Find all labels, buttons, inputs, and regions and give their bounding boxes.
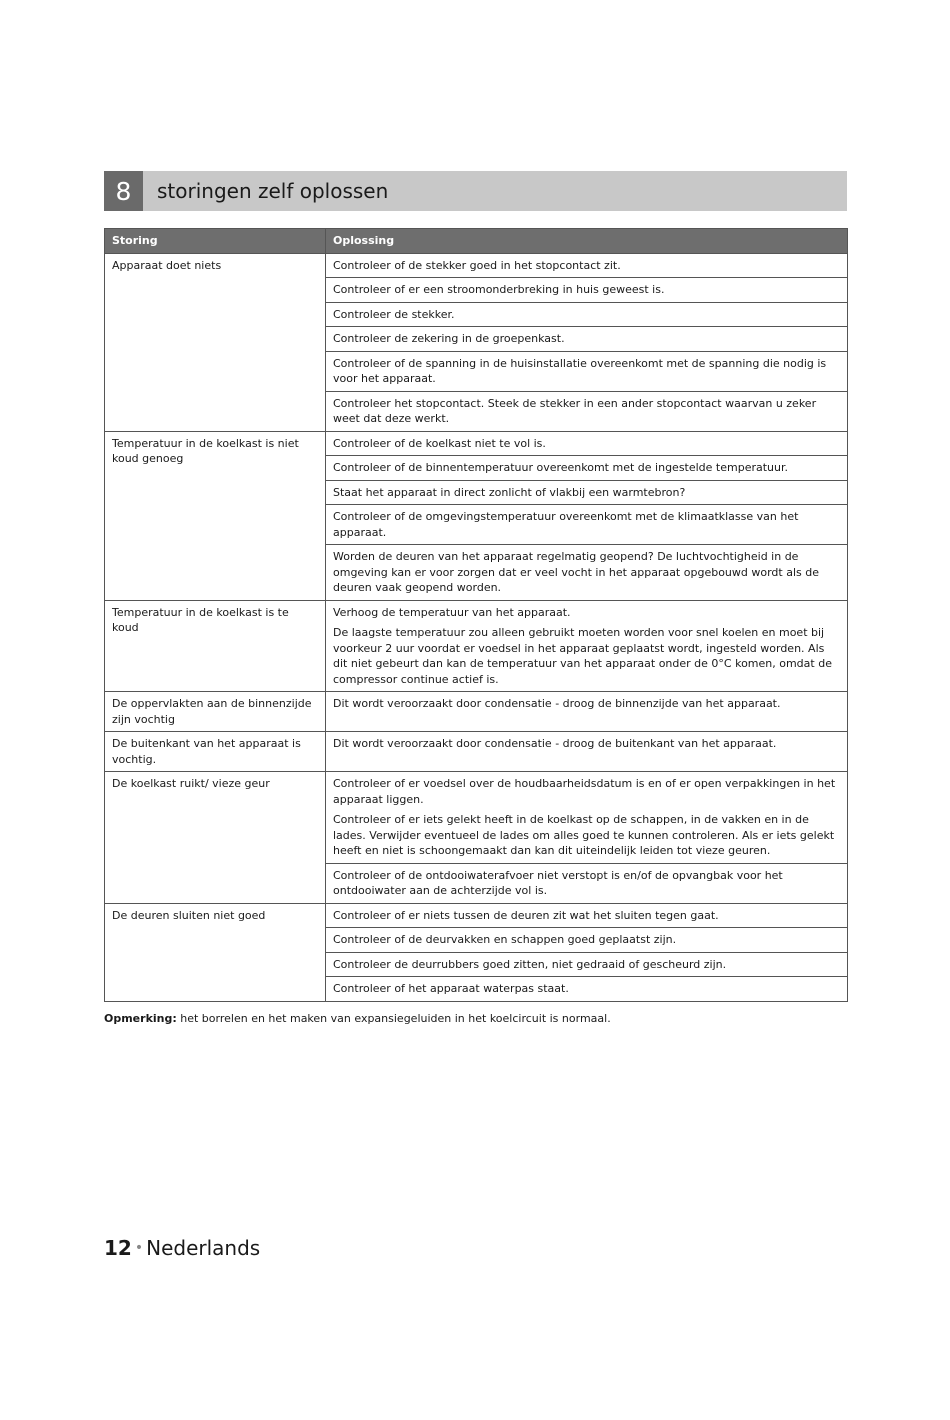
solution-text: Controleer de deurrubbers goed zitten, niet gedraaid of gescheurd zijn. bbox=[333, 957, 727, 971]
solution-text: Controleer of de koelkast niet te vol is. bbox=[333, 436, 546, 450]
header-storing: Storing bbox=[105, 229, 326, 254]
table-row bbox=[105, 600, 848, 692]
solution-cell bbox=[326, 327, 848, 352]
solution-text: Controleer of er voedsel over de houdbaarheidsdatum is en of er open verpakkingen in het apparaat liggen. bbox=[333, 777, 836, 806]
solution-text: Controleer of de ontdooiwaterafvoer niet verstopt is en/of de opvangbak voor het ontdooiwater aan de achterzijde vol is. bbox=[333, 868, 783, 897]
solution-cell bbox=[326, 772, 848, 864]
note bbox=[104, 1012, 847, 1025]
solution-text: De laagste temperatuur zou alleen gebruikt moeten worden voor snel koelen en moet bij voorkeur 2 uur voordat er voedsel in het apparaat geplaatst wordt, ingesteld worden. Als dit niet gebeurt dan kan de temperatuur van het apparaat onder de 0°C komen, omdat de compressor continue actief is. bbox=[333, 626, 832, 686]
solution-cell bbox=[326, 928, 848, 953]
solution-cell bbox=[326, 302, 848, 327]
solution-text: Controleer of de deurvakken en schappen goed geplaatst zijn. bbox=[333, 933, 677, 946]
solution-text: Controleer of er een stroomonderbreking in huis geweest is. bbox=[333, 283, 665, 296]
problem-cell: Temperatuur in de koelkast is niet koud genoeg bbox=[105, 431, 326, 600]
solution-cell bbox=[326, 600, 848, 692]
solution-text: Controleer of het apparaat waterpas staat. bbox=[333, 982, 569, 995]
footer-separator: • bbox=[134, 1240, 144, 1256]
solution-text: Staat het apparaat in direct zonlicht of vlakbij een warmtebron? bbox=[333, 485, 686, 499]
solution-text: Controleer of de stekker goed in het stopcontact zit. bbox=[333, 258, 621, 272]
solution-cell bbox=[326, 545, 848, 601]
solution-cell bbox=[326, 863, 848, 903]
section-number: 8 bbox=[104, 171, 143, 211]
section-title: storingen zelf oplossen bbox=[157, 179, 389, 203]
solution-text: Worden de deuren van het apparaat regelmatig geopend? De luchtvochtigheid in de omgeving kan er voor zorgen dat er veel vocht in het apparaat opgebouwd wordt als de deuren vaak geopend worden. bbox=[333, 550, 819, 594]
solution-cell bbox=[326, 903, 848, 928]
table-row bbox=[105, 772, 848, 864]
solution-text: Dit wordt veroorzaakt door condensatie - droog de buitenkant van het apparaat. bbox=[333, 737, 777, 750]
table-row bbox=[105, 253, 848, 278]
solution-text: Controleer de stekker. bbox=[333, 307, 455, 321]
problem-cell: De koelkast ruikt/ vieze geur bbox=[105, 772, 326, 904]
table-row bbox=[105, 692, 848, 732]
table-row bbox=[105, 431, 848, 456]
solution-text: Controleer of er iets gelekt heeft in de koelkast op de schappen, in de vakken en in de lades. Verwijder eventueel de lades om alles goed te kunnen controleren. Als er iets gelekt heeft en niet is schoongemaakt dan kan dit uiteindelijk leiden tot vieze geuren. bbox=[333, 813, 835, 857]
problem-cell: De deuren sluiten niet goed bbox=[105, 903, 326, 1001]
troubleshooting-table bbox=[104, 228, 848, 1002]
table-header-row bbox=[105, 229, 848, 254]
note-text: het borrelen en het maken van expansiegeluiden in het koelcircuit is normaal. bbox=[176, 1012, 611, 1025]
page-number: 12 bbox=[104, 1236, 132, 1260]
solution-cell bbox=[326, 456, 848, 481]
solution-cell bbox=[326, 391, 848, 431]
solution-text: Controleer of er niets tussen de deuren zit wat het sluiten tegen gaat. bbox=[333, 908, 719, 922]
solution-cell bbox=[326, 732, 848, 772]
table-row bbox=[105, 732, 848, 772]
header-oplossing: Oplossing bbox=[326, 229, 848, 254]
solution-text: Verhoog de temperatuur van het apparaat. bbox=[333, 605, 571, 619]
solution-cell bbox=[326, 431, 848, 456]
solution-cell bbox=[326, 253, 848, 278]
solution-text: Controleer of de spanning in de huisinstallatie overeenkomt met de spanning die nodig is voor het apparaat. bbox=[333, 356, 827, 385]
problem-cell: De oppervlakten aan de binnenzijde zijn vochtig bbox=[105, 692, 326, 732]
solution-cell bbox=[326, 692, 848, 732]
solution-cell bbox=[326, 505, 848, 545]
solution-text: Controleer of de omgevingstemperatuur overeenkomt met de klimaatklasse van het apparaat. bbox=[333, 510, 799, 539]
solution-text: Controleer de zekering in de groepenkast. bbox=[333, 332, 565, 345]
section-header bbox=[104, 171, 847, 211]
solution-text: Dit wordt veroorzaakt door condensatie - droog de binnenzijde van het apparaat. bbox=[333, 697, 781, 710]
note-label: Opmerking: bbox=[104, 1012, 177, 1025]
solution-cell bbox=[326, 977, 848, 1002]
table-body bbox=[105, 253, 848, 1001]
solution-text: Controleer of de binnentemperatuur overeenkomt met de ingestelde temperatuur. bbox=[333, 461, 789, 474]
solution-cell bbox=[326, 278, 848, 303]
solution-cell bbox=[326, 351, 848, 391]
page-footer bbox=[104, 1236, 260, 1260]
problem-cell: Apparaat doet niets bbox=[105, 253, 326, 431]
solution-cell bbox=[326, 480, 848, 505]
solution-cell bbox=[326, 952, 848, 977]
problem-cell: De buitenkant van het apparaat is vochtig. bbox=[105, 732, 326, 772]
solution-text: Controleer het stopcontact. Steek de stekker in een ander stopcontact waarvan u zeker weet dat deze werkt. bbox=[333, 396, 817, 425]
table-row bbox=[105, 903, 848, 928]
problem-cell: Temperatuur in de koelkast is te koud bbox=[105, 600, 326, 692]
footer-language: Nederlands bbox=[146, 1236, 261, 1260]
